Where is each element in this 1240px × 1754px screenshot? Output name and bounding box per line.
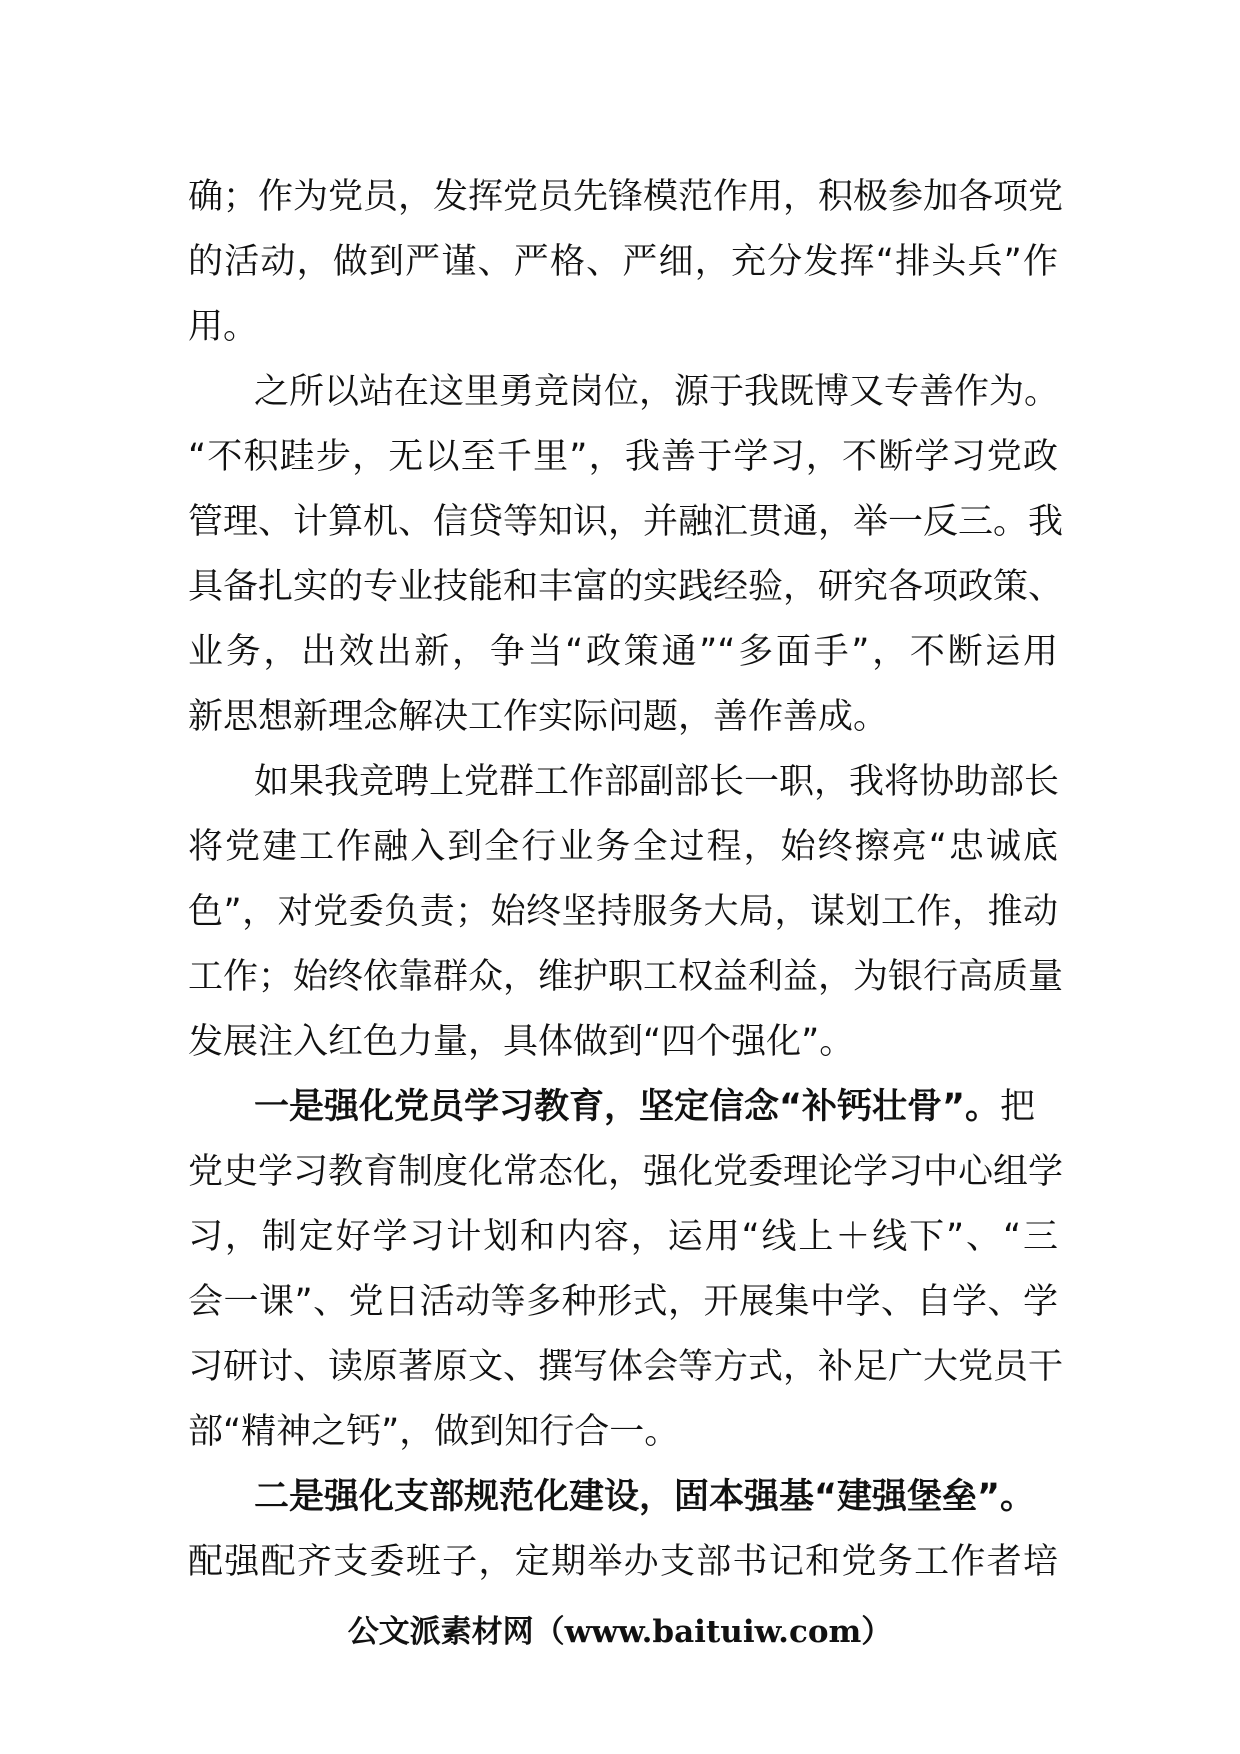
text-line: “不积跬步，无以至千里”，我善于学习，不断学习党政 — [188, 437, 1058, 477]
text-line: 管理、计算机、信贷等知识，并融汇贯通，举一反三。我 — [188, 502, 1064, 542]
text-line: 确；作为党员，发挥党员先锋模范作用，积极参加各项党 — [188, 177, 1064, 217]
text-line: 将党建工作融入到全行业务全过程，始终擦亮“忠诚底 — [188, 827, 1058, 867]
text-line: 会一课”、党日活动等多种形式，开展集中学、自学、学 — [188, 1282, 1058, 1322]
text-line: 具备扎实的专业技能和丰富的实践经验，研究各项政策、 — [188, 567, 1064, 607]
paragraph-first-line: 之所以站在这里勇竞岗位，源于我既博又专善作为。 — [254, 372, 1060, 412]
text-line: 的活动，做到严谨、严格、严细，充分发挥“排头兵”作 — [188, 242, 1058, 282]
text-fragment: 把 — [1000, 1087, 1036, 1127]
section-heading: 二是强化支部规范化建设，固本强基“建强堡垒”。 — [254, 1477, 1036, 1517]
paragraph-first-line: 如果我竞聘上党群工作部副部长一职，我将协助部长 — [254, 762, 1060, 802]
section-heading: 一是强化党员学习教育，坚定信念“补钙壮骨”。 — [254, 1087, 1001, 1127]
text-line: 色”，对党委负责；始终坚持服务大局，谋划工作，推动 — [188, 892, 1058, 932]
paragraph-first-line — [188, 1075, 1058, 1140]
text-line: 业务，出效出新，争当“政策通”“多面手”，不断运用 — [188, 632, 1058, 672]
text-line: 新思想新理念解决工作实际问题，善作善成。 — [188, 697, 889, 737]
text-line: 党史学习教育制度化常态化，强化党委理论学习中心组学 — [188, 1152, 1064, 1192]
text-line: 发展注入红色力量，具体做到“四个强化”。 — [188, 1022, 855, 1062]
text-line: 用。 — [188, 307, 259, 347]
text-line: 工作；始终依靠群众，维护职工权益利益，为银行高质量 — [188, 957, 1064, 997]
footer-watermark: 公文派素材网（www.baituiw.com） — [347, 1614, 893, 1650]
text-line: 习研讨、读原著原文、撰写体会等方式，补足广大党员干 — [188, 1347, 1064, 1387]
paragraph-first-line — [188, 1465, 1058, 1530]
text-line: 配强配齐支委班子，定期举办支部书记和党务工作者培 — [188, 1542, 1058, 1582]
text-line: 部“精神之钙”，做到知行合一。 — [188, 1412, 680, 1452]
text-line: 习，制定好学习计划和内容，运用“线上＋线下”、“三 — [188, 1217, 1058, 1257]
document-body — [188, 165, 1064, 1595]
